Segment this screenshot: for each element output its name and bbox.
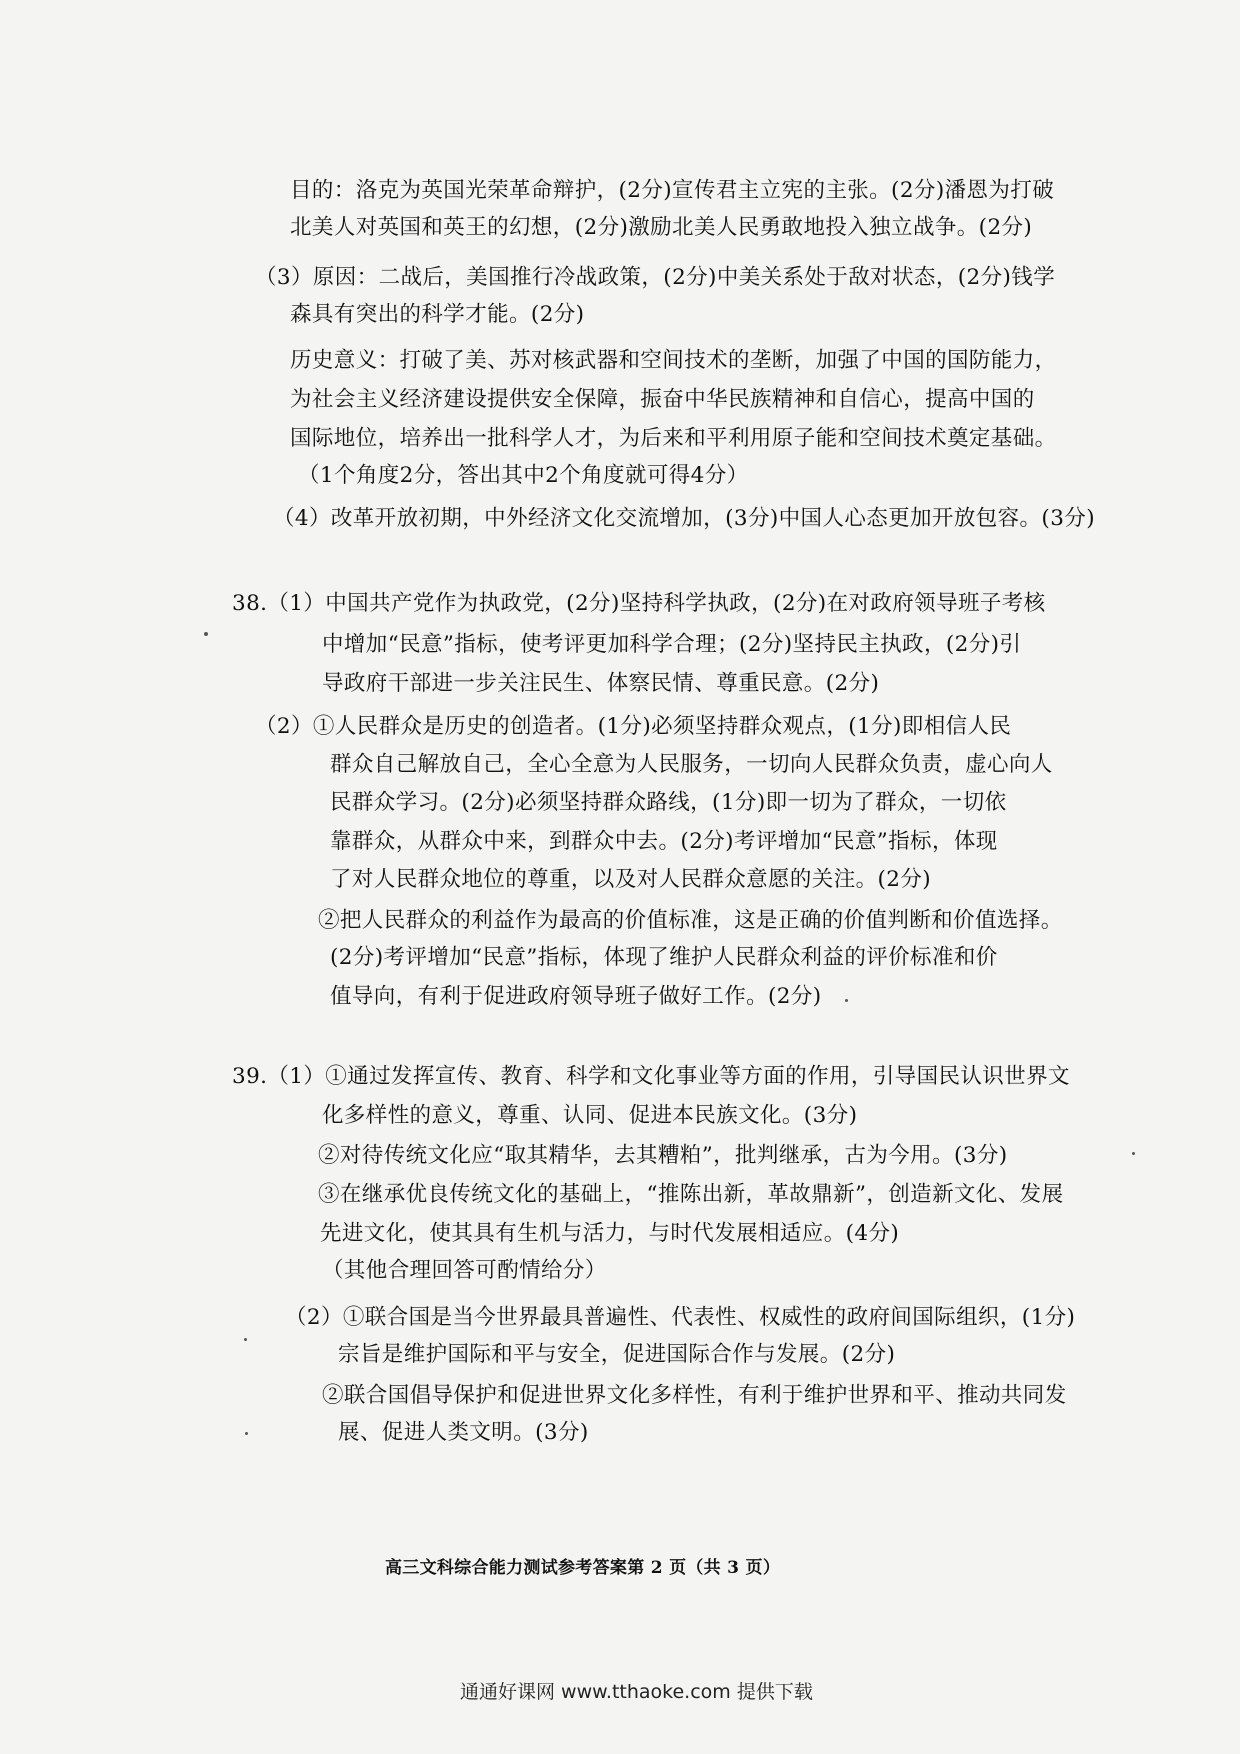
answer-line-10: 38.（1）中国共产党作为执政党，(2分)坚持科学执政，(2分)在对政府领导班子考核 [232,591,1046,616]
download-watermark: 通通好课网 www.tthaoke.com 提供下载 [460,1681,813,1703]
answer-line-8: （1个角度2分，答出其中2个角度就可得4分） [298,463,749,488]
answer-line-4: 森具有突出的科学才能。(2分) [290,302,585,327]
answer-line-11: 中增加“民意”指标，使考评更加科学合理；(2分)坚持民主执政，(2分)引 [322,632,1022,657]
answer-line-14: 群众自己解放自己，全心全意为人民服务，一切向人民群众负责，虚心向人 [330,752,1053,777]
answer-line-19: (2分)考评增加“民意”指标，体现了维护人民群众利益的评价标准和价 [330,945,998,970]
scan-speck [204,632,208,636]
answer-line-15: 民群众学习。(2分)必须坚持群众路线，(1分)即一切为了群众，一切依 [330,790,1007,815]
answer-line-29: ②联合国倡导保护和促进世界文化多样性，有利于维护世界和平、推动共同发 [322,1383,1067,1408]
answer-line-20: 值导向，有利于促进政府领导班子做好工作。(2分) [330,984,822,1009]
answer-line-22: 化多样性的意义，尊重、认同、促进本民族文化。(3分) [322,1103,858,1128]
answer-line-3: （3）原因：二战后，美国推行冷战政策，(2分)中美关系处于敌对状态，(2分)钱学 [255,265,1056,290]
answer-line-18: ②把人民群众的利益作为最高的价值标准，这是正确的价值判断和价值选择。 [318,908,1063,933]
answer-line-26: （其他合理回答可酌情给分） [322,1258,607,1283]
answer-line-23: ②对待传统文化应“取其精华，去其糟粕”，批判继承，古为今用。(3分) [318,1143,1008,1168]
answer-line-1: 目的：洛克为英国光荣革命辩护，(2分)宣传君主立宪的主张。(2分)潘恩为打破 [290,178,1055,203]
answer-line-16: 靠群众，从群众中来，到群众中去。(2分)考评增加“民意”指标，体现 [330,829,998,854]
answer-line-9: （4）改革开放初期，中外经济文化交流增加，(3分)中国人心态更加开放包容。(3分) [273,506,1095,531]
scan-speck [1132,1152,1135,1155]
page-footer: 高三文科综合能力测试参考答案第 2 页（共 3 页） [385,1558,781,1578]
answer-line-5: 历史意义：打破了美、苏对核武器和空间技术的垄断，加强了中国的国防能力， [290,348,1057,373]
answer-line-17: 了对人民群众地位的尊重，以及对人民群众意愿的关注。(2分) [330,867,932,892]
scan-speck [244,1338,247,1341]
answer-line-30: 展、促进人类文明。(3分) [338,1420,589,1445]
answer-line-21: 39.（1）①通过发挥宣传、教育、科学和文化事业等方面的作用，引导国民认识世界文 [232,1064,1070,1089]
answer-line-13: （2）①人民群众是历史的创造者。(1分)必须坚持群众观点，(1分)即相信人民 [255,714,1012,739]
answer-line-6: 为社会主义经济建设提供安全保障，振奋中华民族精神和自信心，提高中国的 [290,387,1035,412]
answer-line-12: 导政府干部进一步关注民生、体察民情、尊重民意。(2分) [322,671,880,696]
answer-line-28: 宗旨是维护国际和平与安全，促进国际合作与发展。(2分) [338,1342,896,1367]
answer-line-24: ③在继承优良传统文化的基础上，“推陈出新，革故鼎新”，创造新文化、发展 [318,1182,1064,1207]
answer-line-27: （2）①联合国是当今世界最具普遍性、代表性、权威性的政府间国际组织，(1分) [285,1305,1076,1330]
answer-line-2: 北美人对英国和英王的幻想，(2分)激励北美人民勇敢地投入独立战争。(2分) [290,215,1033,240]
answer-line-7: 国际地位，培养出一批科学人才，为后来和平利用原子能和空间技术奠定基础。 [290,426,1057,451]
scan-speck [845,999,848,1002]
scan-speck [245,1432,248,1435]
answer-line-25: 先进文化，使其具有生机与活力，与时代发展相适应。(4分) [320,1221,900,1246]
